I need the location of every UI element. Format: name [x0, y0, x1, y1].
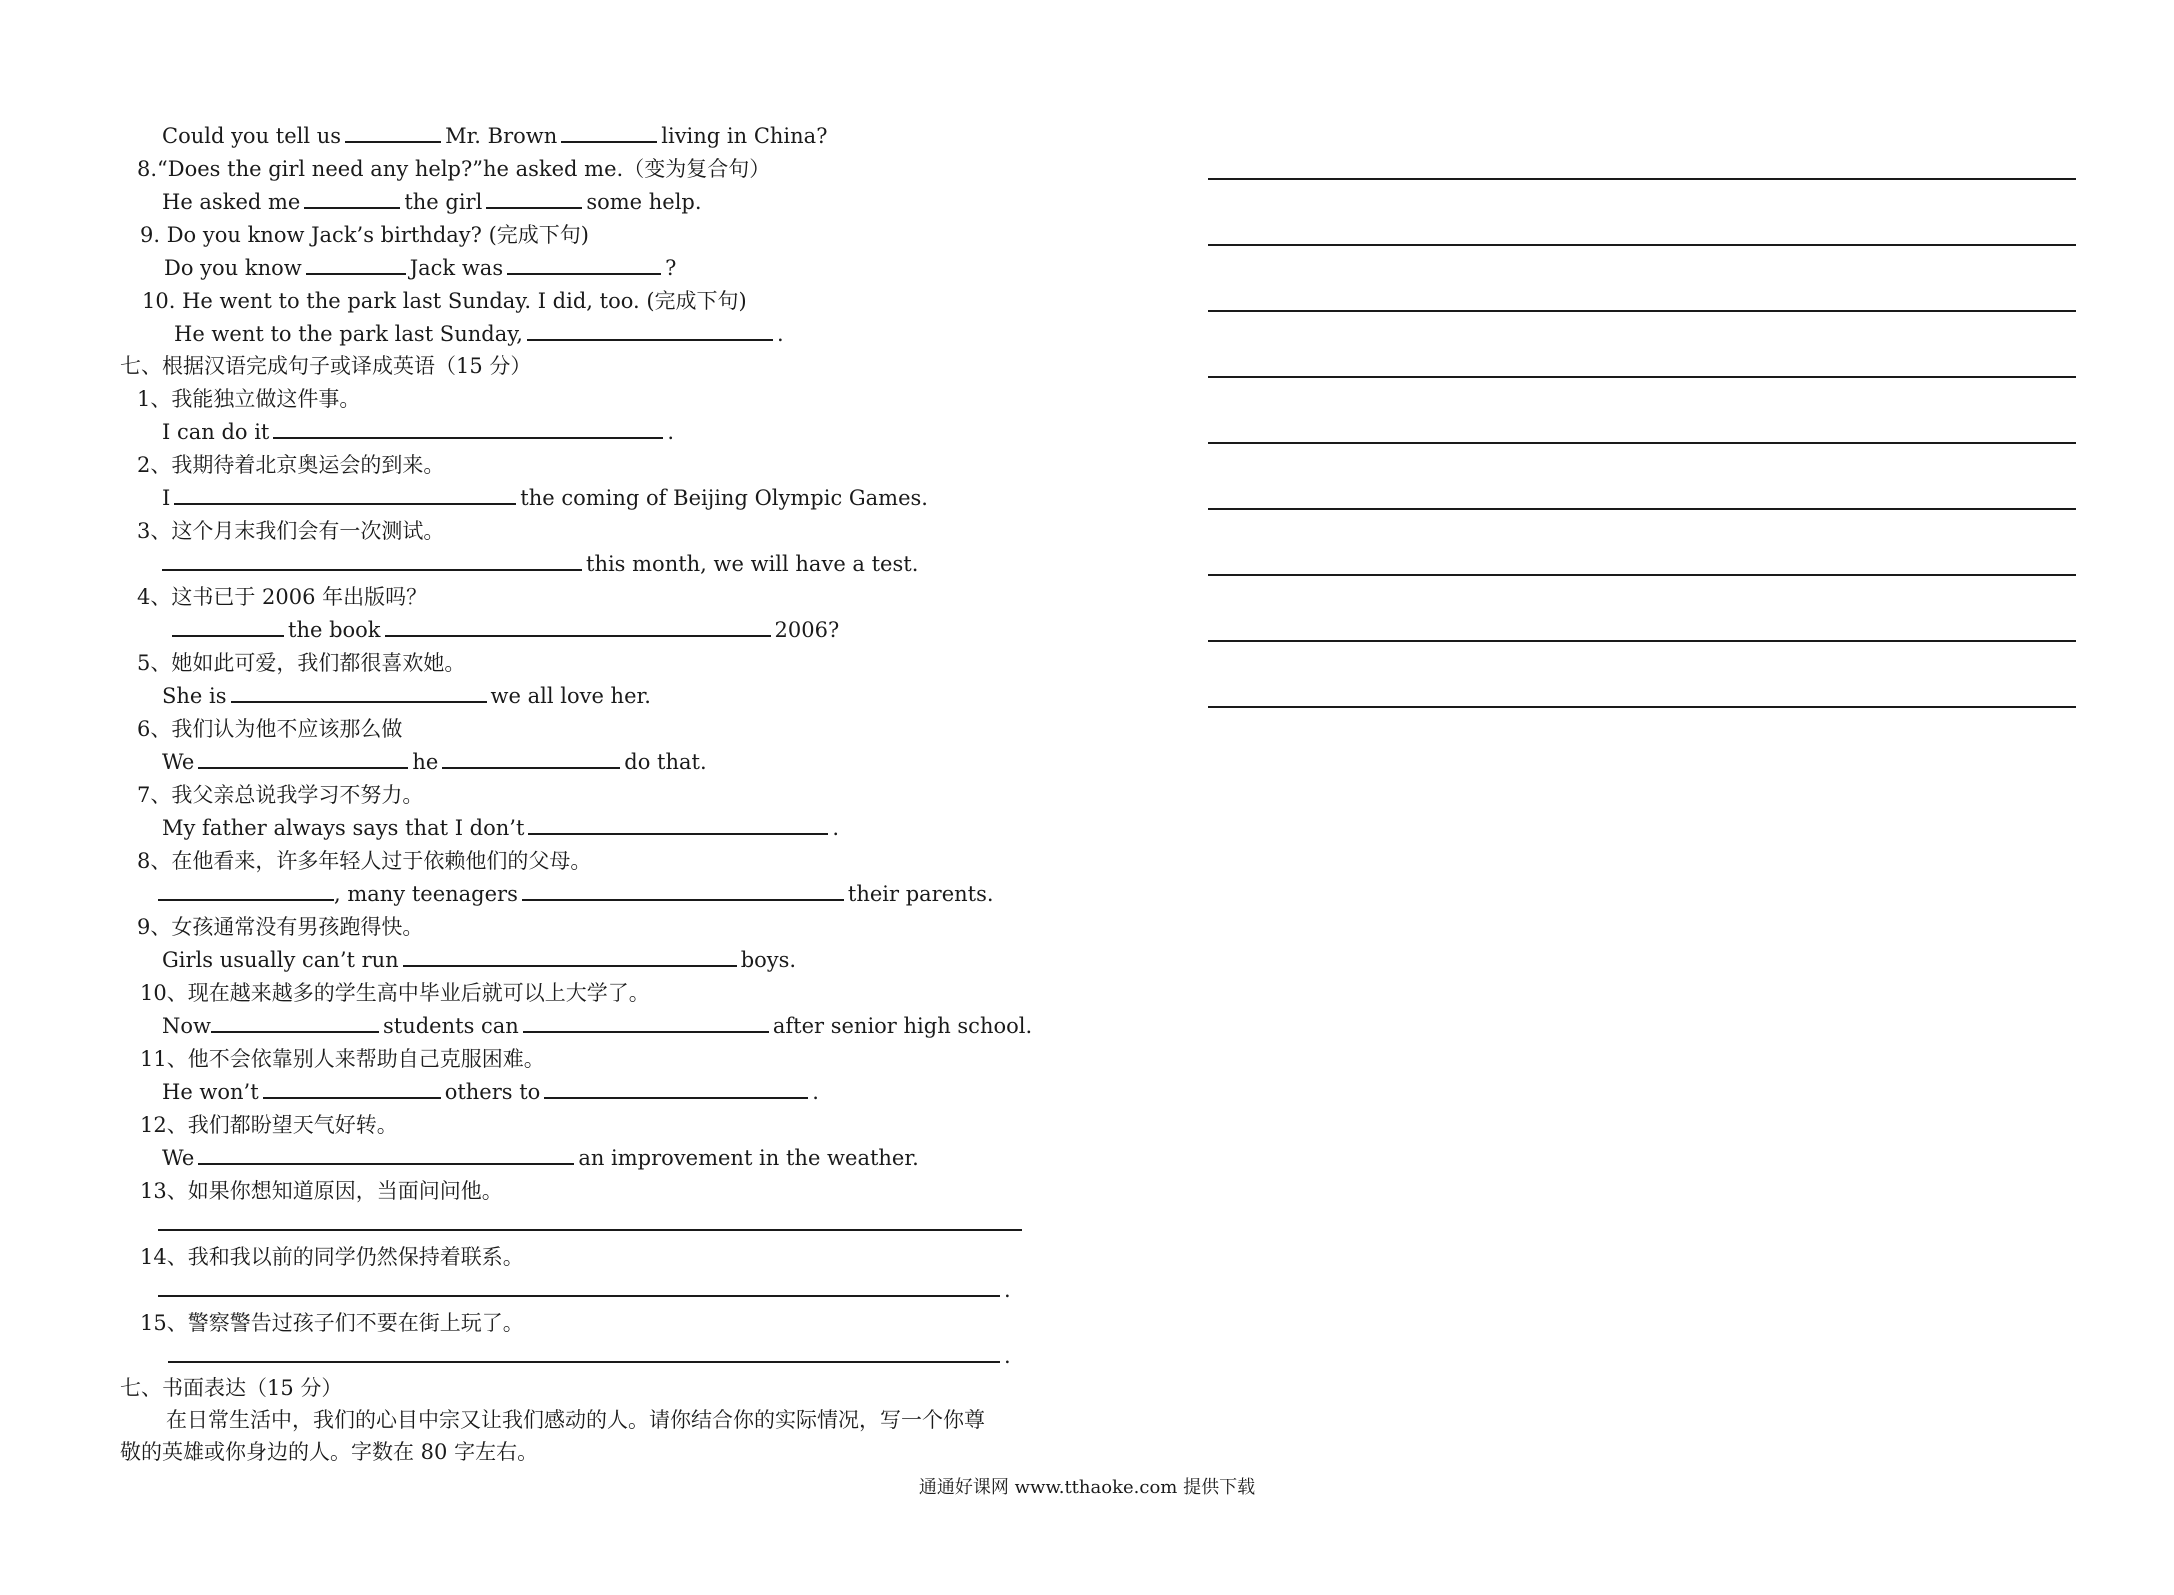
item14-en: .: [158, 1276, 1011, 1304]
item2-en: I the coming of Beijing Olympic Games.: [162, 486, 928, 510]
writing-line[interactable]: [1208, 244, 2076, 246]
answer-blank[interactable]: [198, 1145, 574, 1165]
item8-cn: 8、在他看来，许多年轻人过于依赖他们的父母。: [137, 849, 592, 873]
writing-prompt-line2: 敬的英雄或你身边的人。字数在 80 字左右。: [120, 1440, 539, 1464]
item13-en: [158, 1210, 1026, 1238]
answer-blank[interactable]: [306, 255, 406, 275]
q10-line: He went to the park last Sunday, .: [174, 322, 784, 346]
answer-blank[interactable]: [523, 1013, 769, 1033]
writing-line[interactable]: [1208, 574, 2076, 576]
q9-prompt: 9. Do you know Jack’s birthday? (完成下句): [140, 223, 589, 247]
item12-cn: 12、我们都盼望天气好转。: [140, 1113, 398, 1137]
answer-blank[interactable]: [158, 1211, 1022, 1231]
writing-heading: 七、书面表达（15 分）: [120, 1376, 343, 1400]
q10-prompt: 10. He went to the park last Sunday. I did, too. (完成下句): [142, 289, 747, 313]
answer-blank[interactable]: [486, 189, 582, 209]
item4-en: the book 2006?: [168, 616, 839, 644]
item10-en: Now students can after senior high school.: [162, 1014, 1033, 1038]
answer-blank[interactable]: [273, 419, 663, 439]
writing-line[interactable]: [1208, 706, 2076, 708]
answer-blank[interactable]: [158, 881, 334, 901]
q7-line: Could you tell us Mr. Brown living in China?: [162, 124, 828, 148]
q8-prompt: 8.“Does the girl need any help?”he asked me.（变为复合句）: [137, 157, 771, 181]
item1-cn: 1、我能独立做这件事。: [137, 387, 361, 411]
answer-blank[interactable]: [403, 947, 737, 967]
q9-line: Do you know Jack was ?: [164, 256, 677, 280]
item2-cn: 2、我期待着北京奥运会的到来。: [137, 453, 445, 477]
writing-line[interactable]: [1208, 508, 2076, 510]
answer-blank[interactable]: [162, 551, 582, 571]
answer-blank[interactable]: [561, 123, 657, 143]
answer-blank[interactable]: [231, 683, 487, 703]
page-footer: 通通好课网 www.tthaoke.com 提供下载: [918, 1477, 1256, 1498]
item1-en: I can do it .: [162, 420, 675, 444]
answer-blank[interactable]: [527, 321, 773, 341]
answer-blank[interactable]: [442, 749, 620, 769]
writing-prompt-line1: 在日常生活中，我们的心目中宗又让我们感动的人。请你结合你的实际情况，写一个你尊: [166, 1408, 985, 1432]
item4-cn: 4、这书已于 2006 年出版吗？: [137, 585, 428, 609]
item3-en: this month, we will have a test.: [158, 550, 918, 578]
answer-blank[interactable]: [345, 123, 441, 143]
item15-cn: 15、警察警告过孩子们不要在街上玩了。: [140, 1311, 524, 1335]
item7-cn: 7、我父亲总说我学习不努力。: [137, 783, 424, 807]
item11-en: He won’t others to .: [162, 1080, 819, 1104]
section7-heading: 七、根据汉语完成句子或译成英语（15 分）: [120, 354, 532, 378]
item5-en: She is we all love her.: [162, 684, 651, 708]
item5-cn: 5、她如此可爱，我们都很喜欢她。: [137, 651, 466, 675]
writing-line[interactable]: [1208, 640, 2076, 642]
answer-blank[interactable]: [544, 1079, 808, 1099]
answer-blank[interactable]: [198, 749, 408, 769]
item15-en: .: [168, 1342, 1011, 1370]
item13-cn: 13、如果你想知道原因，当面问问他。: [140, 1179, 503, 1203]
answer-blank[interactable]: [211, 1013, 379, 1033]
item6-cn: 6、我们认为他不应该那么做: [137, 717, 403, 741]
answer-blank[interactable]: [507, 255, 661, 275]
answer-blank[interactable]: [168, 1343, 1000, 1363]
answer-blank[interactable]: [158, 1277, 1000, 1297]
item9-cn: 9、女孩通常没有男孩跑得快。: [137, 915, 424, 939]
answer-blank[interactable]: [174, 485, 516, 505]
item14-cn: 14、我和我以前的同学仍然保持着联系。: [140, 1245, 524, 1269]
answer-blank[interactable]: [263, 1079, 441, 1099]
item6-en: We he do that.: [162, 750, 707, 774]
writing-line[interactable]: [1208, 376, 2076, 378]
item3-cn: 3、这个月末我们会有一次测试。: [137, 519, 445, 543]
q8-line: He asked me the girl some help.: [162, 190, 702, 214]
item12-en: We an improvement in the weather.: [162, 1146, 919, 1170]
item8-en: , many teenagers their parents.: [158, 880, 994, 908]
answer-blank[interactable]: [304, 189, 400, 209]
item7-en: My father always says that I don’t .: [162, 816, 840, 840]
answer-blank[interactable]: [528, 815, 828, 835]
writing-line[interactable]: [1208, 310, 2076, 312]
item10-cn: 10、现在越来越多的学生高中毕业后就可以上大学了。: [140, 981, 650, 1005]
item9-en: Girls usually can’t run boys.: [162, 948, 797, 972]
writing-line[interactable]: [1208, 178, 2076, 180]
answer-blank[interactable]: [522, 881, 844, 901]
answer-blank[interactable]: [172, 617, 284, 637]
answer-blank[interactable]: [385, 617, 771, 637]
item11-cn: 11、他不会依靠别人来帮助自己克服困难。: [140, 1047, 545, 1071]
writing-line[interactable]: [1208, 442, 2076, 444]
